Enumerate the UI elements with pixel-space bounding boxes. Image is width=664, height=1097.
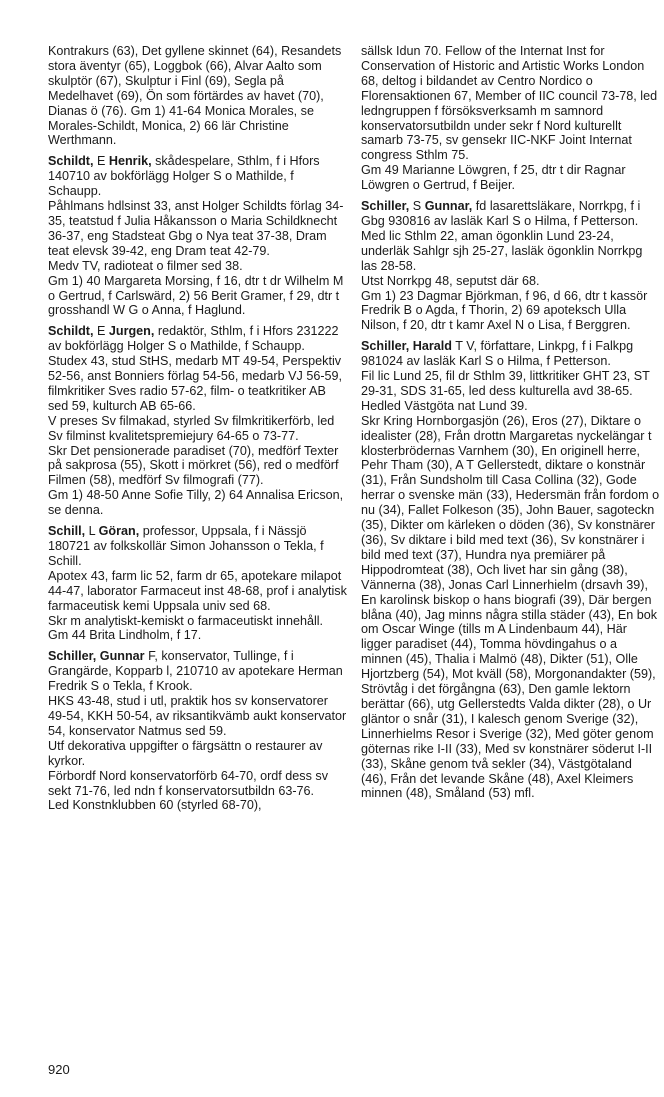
- right-column: [361, 44, 661, 807]
- entry-paragraph: [48, 798, 348, 813]
- entry-text: Hedled Västgöta nat Lund 39.: [361, 398, 528, 413]
- entry-description: skådespelare, Sthlm, f i Hfors 140710 av bokförlägg Holger S o Mathilde, f Schaupp.: [48, 154, 320, 199]
- entry-surname: Schill,: [48, 524, 86, 539]
- biography-entry: [48, 649, 348, 813]
- entry-surname: Schildt,: [48, 154, 94, 169]
- biography-entry: [361, 199, 661, 333]
- entry-text: Apotex 43, farm lic 52, farm dr 65, apotekare milapot 44-47, laborator Farmaceut inst 48-68, prof i analytisk farmaceutisk kemi Uppsala univ sed 68.: [48, 568, 347, 613]
- entry-surname: Schiller, Harald: [361, 339, 452, 354]
- entry-paragraph: [48, 444, 348, 489]
- biography-entry: [48, 154, 348, 318]
- entry-text: Gm 49 Marianne Löwgren, f 25, dtr t dir Ragnar Löwgren o Gertrud, f Beijer.: [361, 163, 626, 193]
- entry-surname: Schildt,: [48, 324, 94, 339]
- entry-heading: [48, 524, 348, 569]
- entry-initial: F,: [144, 649, 158, 664]
- entry-given-name: Henrik,: [108, 154, 152, 169]
- entry-paragraph: [48, 44, 348, 148]
- entry-text: Skr Kring Hornborgasjön (26), Eros (27), Diktare o idealister (28), Från drottn Margaretas nyckelängar t klosterbrödernas Varnhem (30), En originell herre, Pehr Tham (30), A T Gellerstedt, diktare o konstnär (31), Från Sundsholm till Casa Collina (32), Gode herrar o svenske män (33), Hedersmän från fordom o nu (34), Fallet Folkeson (35), John Bauer, sagoteckn (35), Dikter om kärleken o döden (36), Sv konstnärer (36), Sv diktare i bild med text (36), Sv konstnärer i bild med text (37), Hundra nya premiärer på Hippodromteat (38), Och livet har sin gång (38), Vännerna (38), Jonas Carl Linnerhielm (drsavh 39), En karolinsk biskop o hans biografi (39), Där bergen blåna (40), Jag minns några stilla städer (43), En bok om Oscar Winge (tills m A Lindenbaum 44), Här ligger paradiset (44), Tomma hövdingahus o a minnen (45), Thalia i Malmö (48), Dikter (51), Olle Hjortzberg (54), Mot kväll (58), Morgonandakter (59), Strövtåg i det förgångna (63), Den gamle lektorn berättar (66), utg Gellerstedts Valda dikter (28), o Ur gläntor o snår (31), I kalesch genom Sverige (32), Linnerhielms Resor i Sverige (32), Med göter genom göternas rike I-II (33), Med sv konstnärer söderut I-II (33), Skåne genom två sekler (34), Västgötaland (46), Från det levande Skåne (48), Axel Kleimers minnen (48), Småland (53) mfl.: [361, 413, 660, 801]
- entry-description: fd lasarettsläkare, Norrkpg, f i Gbg 930816 av lasläk Karl S o Hilma, f Petterson.: [361, 199, 641, 228]
- entry-text: Utst Norrkpg 48, seputst där 68.: [361, 273, 540, 288]
- entry-paragraph: [361, 289, 661, 334]
- entry-given-name: Jurgen,: [108, 324, 155, 339]
- biography-entry: [48, 524, 348, 643]
- entry-paragraph: [361, 369, 661, 399]
- entry-text: Skr Det pensionerade paradiset (70), medförf Texter på sakprosa (55), Skott i mörkret (56), red o medförf Filmen (58), medförf Sv filmografi (77).: [48, 443, 339, 488]
- entry-continuation: [361, 44, 661, 193]
- entry-paragraph: [48, 739, 348, 769]
- entry-initial: T V,: [452, 339, 477, 354]
- entry-text: Kontrakurs (63), Det gyllene skinnet (64), Resandets stora äventyr (65), Loggbok (66), Alvar Aalto som skulptör (67), Skulptur i Finl (69), Segla på Medelhavet (69), Ön som förtärdes av havet (70), Dianas ö (76). Gm 1) 41-64 Monica Morales, se Morales-Schildt, Monica, 2) 66 lär Christine Werthmann.: [48, 44, 342, 148]
- entry-paragraph: [48, 569, 348, 614]
- entry-text: V preses Sv filmakad, styrled Sv filmkritikerförb, led Sv filminst kvalitetspremiejury 64-65 o 73-77.: [48, 413, 335, 443]
- entry-text: Med lic Sthlm 22, aman ögonklin Lund 23-24, underläk Sahlgr sjh 25-27, lasläk ögonklin Norrkpg las 28-58.: [361, 228, 643, 273]
- entry-paragraph: [48, 488, 348, 518]
- entry-paragraph: [48, 199, 348, 259]
- entry-text: Studex 43, stud StHS, medarb MT 49-54, Perspektiv 52-56, anst Bonniers förlag 54-56, medarb VJ 56-59, filmkritiker Sves radio 57-62, film- o teatkritiker AB sed 59, kulturch AB 65-66.: [48, 354, 343, 413]
- entry-text: Utf dekorativa uppgifter o färgsättn o restaurer av kyrkor.: [48, 738, 323, 768]
- entry-heading: [361, 339, 661, 369]
- biography-entry: [361, 339, 661, 801]
- entry-surname: Schiller,: [361, 199, 410, 214]
- entry-initial: L: [85, 524, 99, 539]
- entry-heading: [48, 649, 348, 694]
- entry-heading: [48, 324, 348, 354]
- entry-paragraph: [48, 614, 348, 629]
- entry-text: Medv TV, radioteat o filmer sed 38.: [48, 258, 243, 273]
- entry-continuation: [48, 44, 348, 148]
- left-column: [48, 44, 348, 819]
- entry-description: författare, Linkpg, f i Falkpg 981024 av lasläk Karl S o Hilma, f Petterson.: [361, 339, 634, 369]
- entry-text: HKS 43-48, stud i utl, praktik hos sv konservatorer 49-54, KKH 50-54, av riksantikvämb aukt konservator 54, konservator Natmus sed 59.: [48, 694, 347, 738]
- entry-text: Gm 1) 23 Dagmar Björkman, f 96, d 66, dtr t kassör Fredrik B o Agda, f Thorin, 2) 69 apoteksch Ulla Nilson, f 20, dtr t kamr Axel N o Lisa, f Berggren.: [361, 288, 648, 333]
- entry-heading: [48, 154, 348, 199]
- entry-given-name: Göran,: [98, 524, 140, 539]
- entry-paragraph: [361, 163, 661, 193]
- entry-heading: [361, 199, 661, 229]
- entry-paragraph: [361, 414, 661, 802]
- entry-text: sällsk Idun 70. Fellow of the Internat Inst for Conservation of Historic and Artistic Works London 68, deltog i bildandet av Centro Nordico o Florensaktionen 67, Member of IIC council 73-78, led ledngruppen f försöksverksamh m samnord konservatorsutbildn under sekr f Nord kulturellt samarb 73-75, sv gensekr IIC-NKF Joint Internat congress Sthlm 75.: [361, 44, 658, 163]
- entry-initial: E: [93, 154, 109, 169]
- entry-text: Påhlmans hdlsinst 33, anst Holger Schildts förlag 34-35, teatstud f Julia Håkansson o Maria Schildknecht 36-37, eng Stadsteat Gbg o Nya teat 37-38, Dram teat elevsk 39-42, eng Dram teat 42-79.: [48, 199, 344, 258]
- entry-paragraph: [48, 628, 348, 643]
- entry-text: Gm 1) 48-50 Anne Sofie Tilly, 2) 64 Annalisa Ericson, se denna.: [48, 488, 344, 518]
- entry-text: Led Konstnklubben 60 (styrled 68-70),: [48, 798, 262, 813]
- biography-entry: [48, 324, 348, 518]
- entry-paragraph: [361, 44, 661, 163]
- entry-paragraph: [48, 259, 348, 274]
- entry-description: redaktör, Sthlm, f i Hfors 231222 av bokförlägg Holger S o Mathilde, f Schaupp.: [48, 324, 339, 354]
- entry-surname: Schiller, Gunnar: [48, 649, 145, 664]
- entry-paragraph: [361, 229, 661, 274]
- entry-text: Skr m analytiskt-kemiskt o farmaceutiskt innehåll.: [48, 613, 324, 628]
- entry-text: Förbordf Nord konservatorförb 64-70, ordf dess sv sekt 71-76, led ndn f konservatorsutbildn 63-76.: [48, 768, 328, 798]
- entry-text: Fil lic Lund 25, fil dr Sthlm 39, littkritiker GHT 23, ST 29-31, SDS 31-65, led dess kulturella avd 38-65.: [361, 369, 650, 398]
- entry-paragraph: [361, 274, 661, 289]
- entry-initial: S: [409, 199, 425, 214]
- entry-initial: E: [93, 324, 109, 339]
- entry-text: Gm 44 Brita Lindholm, f 17.: [48, 628, 202, 643]
- entry-description: professor, Uppsala, f i Nässjö 180721 av folkskollär Simon Johansson o Tekla, f Schill.: [48, 524, 324, 568]
- page-number: 920: [48, 1062, 70, 1077]
- entry-paragraph: [48, 769, 348, 799]
- entry-paragraph: [361, 399, 661, 414]
- entry-paragraph: [48, 274, 348, 319]
- entry-paragraph: [48, 414, 348, 444]
- entry-text: Gm 1) 40 Margareta Morsing, f 16, dtr t dr Wilhelm M o Gertrud, f Carlswärd, 2) 56 Berit Gramer, f 29, dtr t grosshandl W G o Anna, f Haglund.: [48, 273, 344, 318]
- entry-description: konservator, Tullinge, f i Grangärde, Kopparb l, 210710 av apotekare Herman Fredrik S o Tekla, f Krook.: [48, 649, 343, 694]
- entry-paragraph: [48, 694, 348, 739]
- entry-given-name: Gunnar,: [424, 199, 473, 214]
- entry-paragraph: [48, 354, 348, 414]
